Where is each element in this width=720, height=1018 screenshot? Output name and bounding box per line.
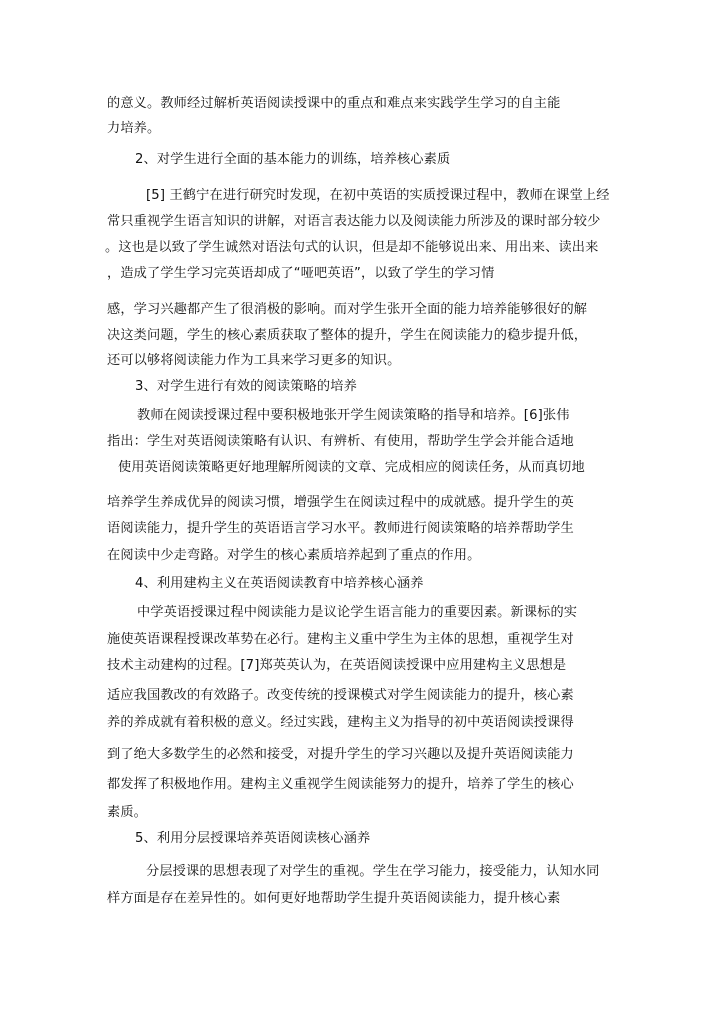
text-line: 技术主动建构的过程。[7]郑英英认为，在英语阅读授课中应用建构主义思想是 <box>107 658 567 673</box>
text-line: 常只重视学生语言知识的讲解，对语言表达能力以及阅读能力所涉及的课时部分较少 <box>107 214 601 229</box>
text-line: 都发挥了积极地作用。建构主义重视学生阅读能努力的提升，培养了学生的核心 <box>107 777 574 792</box>
text-line: 的意义。教师经过解析英语阅读授课中的重点和难点来实践学生学习的自主能 <box>107 96 561 111</box>
text-line: 样方面是存在差异性的。如何更好地帮助学生提升英语阅读能力，提升核心素 <box>107 891 561 906</box>
text-line: 到了绝大多数学生的必然和接受，对提升学生的学习兴趣以及提升英语阅读能力 <box>107 747 574 762</box>
section-heading: 2、对学生进行全面的基本能力的训练，培养核心素质 <box>135 152 451 167</box>
text-line: ，造成了学生学习完英语却成了“哑吧英语”，以致了学生的学习情 <box>107 266 495 281</box>
text-line: 感，学习兴趣都产生了很消极的影响。而对学生张开全面的能力培养能够很好的解 <box>107 302 588 317</box>
text-line: 语阅读能力，提升学生的英语语言学习水平。教师进行阅读策略的培养帮助学生 <box>107 521 574 536</box>
text-line: 力培养。 <box>107 121 161 136</box>
text-line: 培养学生养成优异的阅读习惯，增强学生在阅读过程中的成就感。提升学生的英 <box>107 495 574 510</box>
section-heading: 3、对学生进行有效的阅读策略的培养 <box>135 379 357 394</box>
text-line: 适应我国教改的有效路子。改变传统的授课模式对学生阅读能力的提升，核心素 <box>107 688 574 703</box>
text-line: [5] 王鹤宁在进行研究时发现，在初中英语的实质授课过程中，教师在课堂上经 <box>146 188 610 203</box>
text-line: 养的养成就有着积极的意义。经过实践，建构主义为指导的初中英语阅读授课得 <box>107 715 574 730</box>
text-line: 施使英语课程授课改革势在必行。建构主义重中学生为主体的思想，重视学生对 <box>107 632 574 647</box>
text-line: 分层授课的思想表现了对学生的重视。学生在学习能力，接受能力，认知水同 <box>146 864 600 879</box>
text-line: 在阅读中少走弯路。对学生的核心素质培养起到了重点的作用。 <box>107 548 481 563</box>
text-line: 指出：学生对英语阅读策略有认识、有辨析、有使用，帮助学生学会并能合适地 <box>107 434 574 449</box>
section-heading: 4、利用建构主义在英语阅读教育中培养核心涵养 <box>135 576 424 591</box>
text-line: 使用英语阅读策略更好地理解所阅读的文章、完成相应的阅读任务，从而真切地 <box>118 460 585 475</box>
section-heading: 5、利用分层授课培养英语阅读核心涵养 <box>135 831 371 846</box>
text-line: 教师在阅读授课过程中要积极地张开学生阅读策略的指导和培养。[6]张伟 <box>137 408 570 423</box>
text-line: 决这类问题，学生的核心素质获取了整体的提升，学生在阅读能力的稳步提升低， <box>107 328 588 343</box>
text-line: 。这也是以致了学生诚然对语法句式的认识，但是却不能够说出来、用出来、读出来 <box>105 240 599 255</box>
text-line: 素质。 <box>107 805 148 820</box>
text-line: 还可以够将阅读能力作为工具来学习更多的知识。 <box>107 353 401 368</box>
text-line: 中学英语授课过程中阅读能力是议论学生语言能力的重要因素。新课标的实 <box>137 605 578 620</box>
